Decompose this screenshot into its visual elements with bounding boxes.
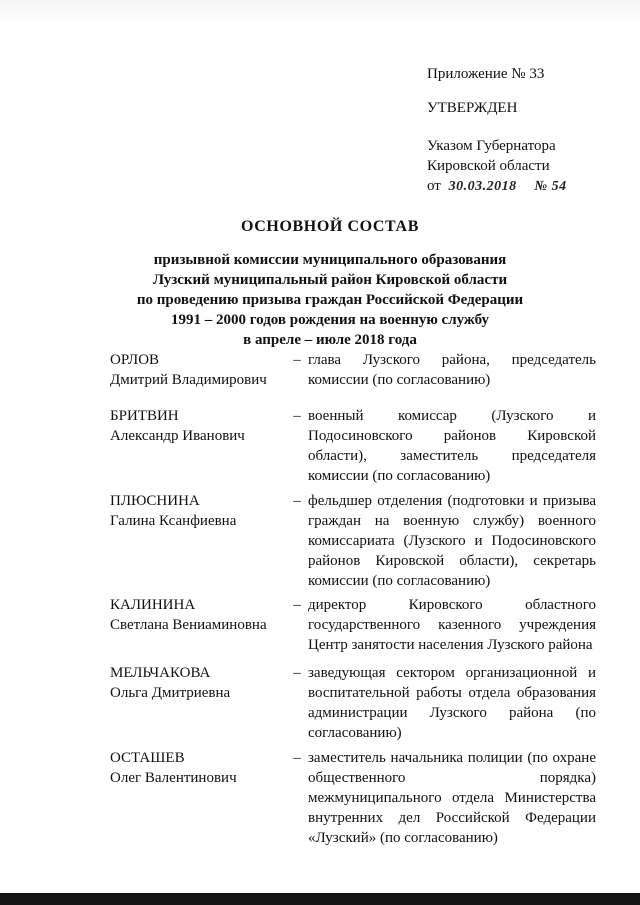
scan-edge-top bbox=[0, 0, 640, 22]
decree-block bbox=[427, 136, 567, 197]
subtitle-line-1: призывной комиссии муниципального образования bbox=[153, 252, 507, 268]
member-name bbox=[110, 491, 286, 595]
member-name bbox=[110, 350, 286, 406]
member-name bbox=[110, 406, 286, 491]
member-row bbox=[110, 663, 596, 748]
member-surname: ПЛЮСНИНА bbox=[110, 493, 200, 509]
date-prefix: от bbox=[427, 178, 441, 194]
dash-separator: – bbox=[293, 493, 301, 509]
subtitle-line-2: Лузский муниципальный район Кировской области bbox=[152, 272, 508, 288]
scan-edge-bottom bbox=[0, 893, 640, 905]
member-row bbox=[110, 350, 596, 406]
handwritten-number: № 54 bbox=[534, 179, 567, 194]
handwritten-date: 30.03.2018 bbox=[448, 179, 517, 194]
member-given-name: Ольга Дмитриевна bbox=[110, 685, 231, 701]
decree-line-1: Указом Губернатора bbox=[427, 138, 556, 154]
member-given-name: Дмитрий Владимирович bbox=[110, 372, 267, 388]
member-name bbox=[110, 595, 286, 663]
member-role: глава Лузского района, председатель комиссии (по согласованию) bbox=[308, 352, 596, 388]
member-role: фельдшер отделения (подготовки и призыва граждан на военную службу) военного комиссариата (Лузского и Подосиновского районов Кировской области), секретарь комиссии (по согласованию) bbox=[308, 493, 596, 589]
member-row bbox=[110, 406, 596, 491]
member-row bbox=[110, 595, 596, 663]
member-name bbox=[110, 663, 286, 748]
member-surname: ОСТАШЕВ bbox=[110, 750, 185, 766]
subtitle-line-5: в апреле – июле 2018 года bbox=[243, 332, 417, 348]
member-given-name: Александр Иванович bbox=[110, 428, 245, 444]
member-surname: КАЛИНИНА bbox=[110, 597, 196, 613]
member-role: директор Кировского областного государственного казенного учреждения Центр занятости населения Лузского района bbox=[308, 597, 596, 653]
member-row bbox=[110, 748, 596, 848]
member-surname: ОРЛОВ bbox=[110, 352, 160, 368]
dash-separator: – bbox=[293, 750, 301, 766]
member-list bbox=[110, 350, 596, 848]
document-title: ОСНОВНОЙ СОСТАВ bbox=[241, 218, 419, 235]
member-surname: МЕЛЬЧАКОВА bbox=[110, 665, 211, 681]
appendix-label: Приложение № 33 bbox=[427, 66, 545, 82]
dash-separator: – bbox=[293, 665, 301, 681]
member-given-name: Галина Ксанфиевна bbox=[110, 513, 237, 529]
approved-label: УТВЕРЖДЕН bbox=[427, 100, 518, 116]
member-role: заведующая сектором организационной и воспитательной работы отдела образования администрации Лузского района (по согласованию) bbox=[308, 665, 596, 741]
subtitle-line-4: 1991 – 2000 годов рождения на военную службу bbox=[170, 312, 490, 328]
decree-line-2: Кировской области bbox=[427, 158, 550, 174]
member-row bbox=[110, 491, 596, 595]
member-role: заместитель начальника полиции (по охране общественного порядка) межмуниципального отдела Министерства внутренних дел Российской Федерации «Лузский» (по согласованию) bbox=[308, 750, 596, 846]
member-given-name: Светлана Вениаминовна bbox=[110, 617, 267, 633]
document-title-block bbox=[120, 218, 540, 350]
member-given-name: Олег Валентинович bbox=[110, 770, 237, 786]
subtitle-line-3: по проведению призыва граждан Российской Федерации bbox=[136, 292, 524, 308]
dash-separator: – bbox=[293, 597, 301, 613]
member-surname: БРИТВИН bbox=[110, 408, 179, 424]
dash-separator: – bbox=[293, 352, 301, 368]
dash-separator: – bbox=[293, 408, 301, 424]
decree-date-line bbox=[427, 176, 567, 197]
member-name bbox=[110, 748, 286, 848]
member-role: военный комиссар (Лузского и Подосиновского районов Кировской области), заместитель председателя комиссии (по согласованию) bbox=[308, 408, 596, 484]
